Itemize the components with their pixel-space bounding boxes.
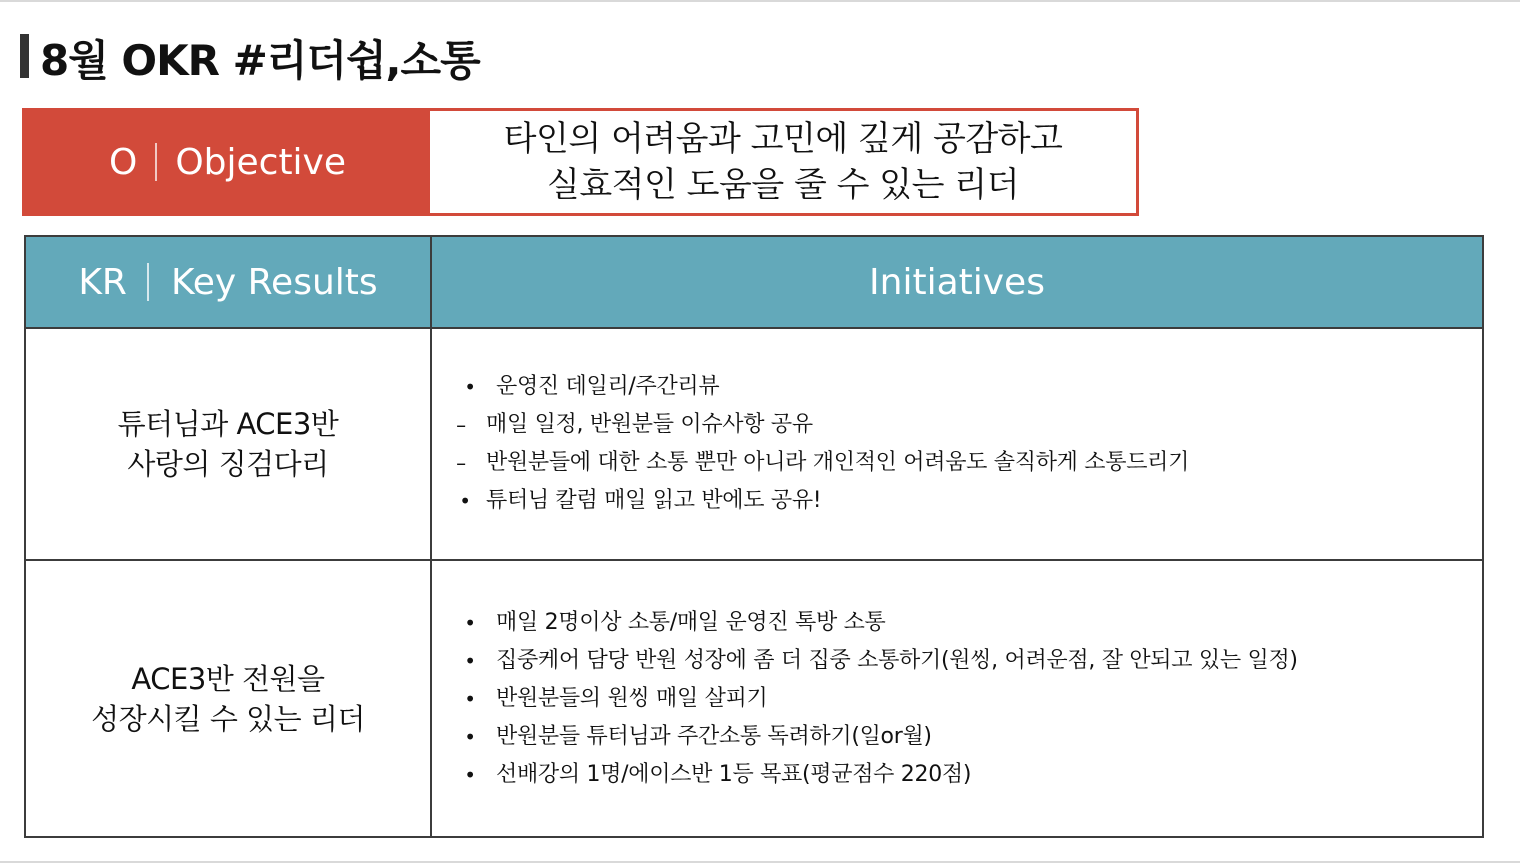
key-result-cell <box>26 329 432 559</box>
initiative-item <box>444 680 1482 718</box>
table-row <box>26 561 1482 836</box>
objective-code: O <box>108 141 138 183</box>
bullet-mark: • <box>464 375 476 399</box>
page-title: 8월 OKR #리더쉽,소통 <box>40 36 480 85</box>
title-accent-bar <box>20 34 29 78</box>
initiative-item <box>444 756 1482 794</box>
key-result-line: ACE3반 전원을 <box>131 661 325 696</box>
objective-row <box>22 108 1139 216</box>
key-result-line: 튜터님과 ACE3반 <box>117 407 339 441</box>
bullet-mark: • <box>464 610 476 635</box>
initiative-text: 반원분들의 원씽 매일 살피기 <box>496 685 768 711</box>
objective-label: Objective <box>175 141 347 183</box>
objective-label-cell <box>25 111 430 213</box>
bullet-mark: • <box>464 648 476 673</box>
objective-text-line: 실효적인 도움을 줄 수 있는 리더 <box>546 165 1019 205</box>
key-result-line: 사랑의 징검다리 <box>127 447 329 481</box>
objective-divider <box>155 143 157 181</box>
bullet-mark: • <box>464 762 476 787</box>
initiatives-header-label: Initiatives <box>869 261 1045 303</box>
dash-mark: – <box>456 451 466 475</box>
key-results-table <box>24 235 1484 838</box>
bullet-mark: • <box>459 489 471 513</box>
bullet-mark: • <box>464 686 476 711</box>
dash-mark: – <box>456 413 466 437</box>
initiative-item <box>444 718 1482 756</box>
initiative-item <box>444 604 1482 642</box>
initiatives-cell <box>432 561 1482 836</box>
initiative-text: 운영진 데일리/주간리뷰 <box>496 374 720 399</box>
initiative-text: 선배강의 1명/에이스반 1등 목표(평균점수 220점) <box>496 761 972 787</box>
initiatives-header-cell <box>432 237 1482 327</box>
table-row <box>26 329 1482 561</box>
initiative-text: 반원분들 튜터님과 주간소통 독려하기(일or월) <box>496 723 932 749</box>
initiatives-cell <box>432 329 1482 559</box>
key-result-cell <box>26 561 432 836</box>
kr-header-divider <box>147 263 149 301</box>
kr-header-cell <box>26 237 432 327</box>
table-header <box>26 237 1482 329</box>
key-result-line: 성장시킬 수 있는 리더 <box>91 701 365 736</box>
objective-text-cell <box>430 111 1136 213</box>
initiative-item <box>444 406 1482 444</box>
initiative-text: 집중케어 담당 반원 성장에 좀 더 집중 소통하기(원씽, 어려운점, 잘 안되고 있는 일정) <box>496 647 1298 673</box>
initiative-item <box>444 482 1482 520</box>
initiative-item <box>444 444 1482 482</box>
kr-header-label: Key Results <box>170 261 378 303</box>
initiative-text: 매일 2명이상 소통/매일 운영진 톡방 소통 <box>496 609 886 635</box>
initiative-text: 매일 일정, 반원분들 이슈사항 공유 <box>486 412 813 437</box>
initiative-item <box>444 368 1482 406</box>
bullet-mark: • <box>464 724 476 749</box>
objective-text-line: 타인의 어려움과 고민에 깊게 공감하고 <box>503 119 1063 159</box>
initiative-text: 튜터님 칼럼 매일 읽고 반에도 공유! <box>486 488 822 513</box>
initiative-text: 반원분들에 대한 소통 뿐만 아니라 개인적인 어려움도 솔직하게 소통드리기 <box>486 450 1190 475</box>
initiative-item <box>444 642 1482 680</box>
kr-code: KR <box>78 261 127 303</box>
